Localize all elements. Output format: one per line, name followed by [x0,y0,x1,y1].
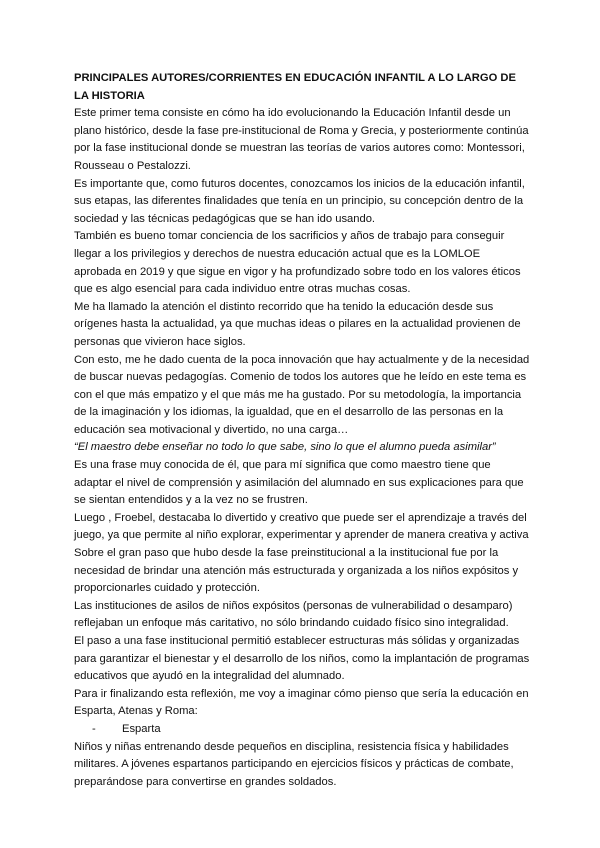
bullet-item-esparta [74,721,530,739]
bullet-label: Esparta [122,722,161,735]
paragraph-importance: Es importante que, como futuros docentes, conozcamos los inicios de la educación infantil, sus etapas, las diferentes finalidades que tenía en un principio, su concepción dentro de la sociedad y las técnicas pedagógicas que se han ido usando. [74,177,525,225]
quote: “El maestro debe enseñar no todo lo que sabe, sino lo que el alumno pueda asimilar” [74,441,496,454]
paragraph-quote-meaning: Es una frase muy conocida de él, que para mí significa que como maestro tiene que adaptar el nivel de comprensión y asimilación del alumnado en sus explicaciones para que se sientan entendidos y a la vez no se frustren. [74,459,524,507]
paragraph-esparta: Niños y niñas entrenando desde pequeños en disciplina, resistencia física y habilidades militares. A jóvenes espartanos participando en ejercicios físicos y prácticas de combate, preparándose para convertirse en grandes soldados. [74,740,514,788]
paragraph-institutional: El paso a una fase institucional permitió establecer estructuras más sólidas y organizadas para garantizar el bienestar y el desarrollo de los niños, como la implantación de programas educativos que ayudó en la integralidad del alumnado. [74,635,530,683]
paragraph-attention: Me ha llamado la atención el distinto recorrido que ha tenido la educación desde sus orígenes hasta la actualidad, ya que muchas ideas o pilares en la actualidad provienen de personas que vivieron hace siglos. [74,300,521,348]
bullet-dash: - [92,722,96,735]
paragraph-finalizing: Para ir finalizando esta reflexión, me voy a imaginar cómo pienso que sería la educación en Esparta, Atenas y Roma: [74,687,529,718]
paragraph-comenio: Con esto, me he dado cuenta de la poca innovación que hay actualmente y de la necesidad de buscar nuevas pedagogías. Comenio de todos los autores que he leído en este tema es con el que más empatizo y el que más me ha gustado. Por su metodología, la importancia de la imaginación y los idiomas, la igualdad, que en el desarrollo de las personas en la educación sea motivacional y divertido, no una carga… [74,353,530,436]
paragraph-intro: Este primer tema consiste en cómo ha ido evolucionando la Educación Infantil desde un plano histórico, desde la fase pre-institucional de Roma y Grecia, y posteriormente continúa por la fase institucional donde se muestran las teorías de varios autores como: Montessori, Rousseau o Pestalozzi. [74,107,529,172]
paragraph-transition: Sobre el gran paso que hubo desde la fase preinstitucional a la institucional fue por la necesidad de brindar una atención más estructurada y organizada a los niños expósitos y proporcionarles cuidado y protección. [74,547,519,595]
document-title: PRINCIPALES AUTORES/CORRIENTES EN EDUCACIÓN INFANTIL A LO LARGO DE LA HISTORIA [74,72,516,102]
paragraph-froebel: Luego , Froebel, destacaba lo divertido y creativo que puede ser el aprendizaje a través del juego, ya que permite al niño explorar, experimentar y aprender de manera creativa y activa [74,511,529,542]
paragraph-asylums: Las instituciones de asilos de niños expósitos (personas de vulnerabilidad o desamparo) reflejaban un enfoque más caritativo, no sólo brindando cuidado físico sino integralidad. [74,599,513,630]
paragraph-awareness: También es bueno tomar conciencia de los sacrificios y años de trabajo para conseguir llegar a los privilegios y derechos de nuestra educación actual que es la LOMLOE aprobada en 2019 y que sigue en vigor y ha profundizado sobre todo en los valores éticos que es algo esencial para cada individuo entre otras muchas cosas. [74,230,521,296]
